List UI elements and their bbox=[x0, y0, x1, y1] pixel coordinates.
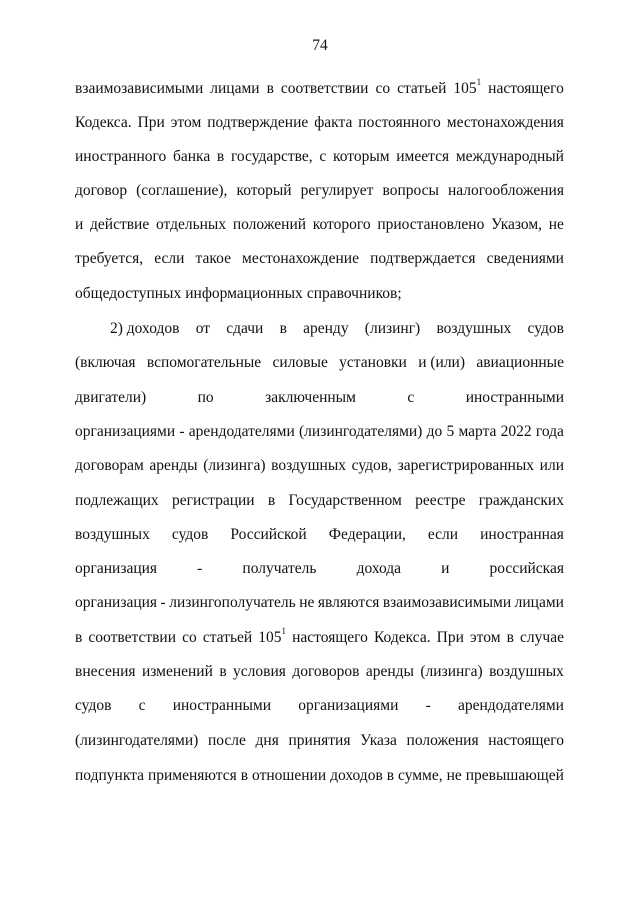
text-line bbox=[75, 525, 564, 545]
word: 5 bbox=[446, 423, 455, 440]
word: силовые bbox=[272, 354, 328, 371]
word: аренды bbox=[365, 663, 414, 680]
word: договорам bbox=[75, 457, 144, 474]
word: по bbox=[197, 389, 214, 406]
word: применяются bbox=[147, 767, 237, 784]
word: подтверждается bbox=[370, 250, 476, 267]
word: до bbox=[426, 423, 443, 440]
word: в bbox=[75, 629, 83, 646]
text-line bbox=[110, 319, 564, 339]
word: российская bbox=[489, 560, 564, 577]
word: - bbox=[197, 560, 203, 577]
word: с bbox=[138, 697, 146, 714]
word: государстве, bbox=[230, 148, 313, 165]
word: действие bbox=[90, 216, 150, 233]
word: Указа bbox=[360, 732, 397, 749]
word: воздушных bbox=[489, 663, 564, 680]
word: гражданских bbox=[478, 492, 564, 509]
word: в bbox=[267, 492, 276, 509]
word: настоящего bbox=[488, 80, 564, 97]
word: - bbox=[425, 697, 431, 714]
word: воздушных bbox=[75, 526, 150, 543]
word: аренды bbox=[149, 457, 198, 474]
word: организациями bbox=[298, 697, 399, 714]
text-line bbox=[75, 559, 564, 579]
word: налогообложения bbox=[447, 182, 564, 199]
word: При bbox=[137, 114, 165, 131]
word: судов bbox=[171, 526, 209, 543]
word: марта bbox=[458, 423, 497, 440]
text-line bbox=[75, 181, 564, 201]
word: и (или) bbox=[418, 354, 466, 371]
word: вспомогательные bbox=[146, 354, 262, 371]
word: международный bbox=[455, 148, 564, 165]
word: - bbox=[160, 594, 166, 611]
word: постоянного bbox=[358, 114, 441, 131]
word: в bbox=[219, 663, 227, 680]
word: подпункта bbox=[75, 767, 144, 784]
word: регистрации bbox=[171, 492, 255, 509]
word: зарегистрированных bbox=[397, 457, 535, 474]
word: в bbox=[266, 80, 274, 97]
word: лизингополучатель bbox=[169, 594, 296, 611]
word: отдельных bbox=[155, 216, 227, 233]
text-line bbox=[75, 215, 564, 235]
word: этом bbox=[470, 629, 501, 646]
word: изменений bbox=[141, 663, 213, 680]
word: аренду bbox=[303, 320, 349, 337]
text-line bbox=[75, 662, 564, 682]
text-line bbox=[75, 147, 564, 167]
word: не bbox=[446, 767, 462, 784]
word: лицами bbox=[210, 80, 260, 97]
word: года bbox=[535, 423, 564, 440]
word: заключенным bbox=[265, 389, 356, 406]
word: Кодекса. bbox=[75, 114, 132, 131]
word: доходов bbox=[330, 767, 383, 784]
word: в bbox=[216, 148, 225, 165]
text-line bbox=[75, 284, 564, 304]
word: договоров bbox=[292, 663, 360, 680]
word: арендодателями bbox=[457, 697, 564, 714]
word: судов bbox=[75, 697, 112, 714]
word: настоящего bbox=[292, 629, 368, 646]
word: организация bbox=[75, 560, 158, 577]
word: договор bbox=[75, 182, 128, 199]
word: лицами bbox=[514, 594, 564, 611]
word: этом bbox=[170, 114, 202, 131]
word: 2) доходов bbox=[110, 320, 180, 337]
word: местонахождения bbox=[446, 114, 564, 131]
word: дня bbox=[255, 732, 279, 749]
word: не bbox=[548, 216, 564, 233]
word: соответствии bbox=[88, 629, 177, 646]
text-line bbox=[75, 422, 564, 442]
word: которого bbox=[312, 216, 371, 233]
word: требуется, bbox=[75, 250, 144, 267]
word: или bbox=[539, 457, 564, 474]
word: - bbox=[179, 423, 185, 440]
word: и bbox=[75, 216, 84, 233]
word: справочников; bbox=[306, 285, 402, 302]
text-line bbox=[75, 593, 564, 613]
word: с bbox=[407, 389, 415, 406]
word: вопросы bbox=[382, 182, 439, 199]
text-line bbox=[75, 766, 564, 786]
word: двигатели) bbox=[75, 389, 147, 406]
word: При bbox=[436, 629, 464, 646]
word: случае bbox=[520, 629, 564, 646]
word: если bbox=[427, 526, 459, 543]
word: который bbox=[236, 182, 292, 199]
word: факта bbox=[314, 114, 353, 131]
word: имеется bbox=[396, 148, 450, 165]
word: авиационные bbox=[476, 354, 564, 371]
word: 2022 bbox=[500, 423, 532, 440]
text-line bbox=[75, 249, 564, 269]
word: общедоступных bbox=[75, 285, 182, 302]
text-line bbox=[75, 625, 564, 648]
word: судов, bbox=[351, 457, 392, 474]
word: (лизинга) bbox=[420, 663, 483, 680]
text-line bbox=[75, 353, 564, 373]
word: с bbox=[319, 148, 327, 165]
word: внесения bbox=[75, 663, 136, 680]
text-line bbox=[75, 113, 564, 133]
word: и bbox=[441, 560, 450, 577]
word: в bbox=[386, 767, 395, 784]
word: в bbox=[279, 320, 287, 337]
word: после bbox=[207, 732, 246, 749]
word: сумме, bbox=[398, 767, 443, 784]
word: подлежащих bbox=[75, 492, 159, 509]
word: дохода bbox=[356, 560, 402, 577]
word: реестре bbox=[415, 492, 466, 509]
word: Указом, bbox=[491, 216, 543, 233]
word: такое bbox=[195, 250, 231, 267]
word: в bbox=[240, 767, 249, 784]
word: Российской bbox=[230, 526, 307, 543]
word: информационных bbox=[185, 285, 303, 302]
word: организация bbox=[75, 594, 158, 611]
word: статьей bbox=[202, 629, 253, 646]
word: положения bbox=[406, 732, 479, 749]
word: сведениями bbox=[486, 250, 564, 267]
word: иностранными bbox=[172, 697, 272, 714]
word: судов bbox=[527, 320, 564, 337]
text-line bbox=[75, 696, 564, 716]
page-number: 74 bbox=[312, 37, 328, 54]
word: (лизинг) bbox=[364, 320, 421, 337]
word: Кодекса. bbox=[373, 629, 431, 646]
word: (лизинга) bbox=[203, 457, 266, 474]
word: воздушных bbox=[271, 457, 346, 474]
word: (включая bbox=[75, 354, 136, 371]
word: соответствии bbox=[280, 80, 369, 97]
word: в bbox=[506, 629, 514, 646]
word: (лизингодателями) bbox=[299, 423, 423, 440]
text-line bbox=[75, 388, 564, 408]
text-line bbox=[75, 731, 564, 751]
word: банка bbox=[172, 148, 211, 165]
text-line bbox=[75, 491, 564, 511]
word: иностранного bbox=[75, 148, 167, 165]
word: сдачи bbox=[226, 320, 264, 337]
word: настоящего bbox=[488, 732, 564, 749]
word: Государственном bbox=[288, 492, 402, 509]
word: если bbox=[154, 250, 185, 267]
word: статьей bbox=[397, 80, 447, 97]
word: получатель bbox=[242, 560, 317, 577]
word: арендодателями bbox=[188, 423, 295, 440]
word: иностранными bbox=[465, 389, 564, 406]
word: не bbox=[299, 594, 315, 611]
word: которым bbox=[332, 148, 390, 165]
word: отношении bbox=[252, 767, 327, 784]
word: (лизингодателями) bbox=[75, 732, 199, 749]
word: установки bbox=[339, 354, 407, 371]
word: $105^1$ bbox=[453, 76, 482, 97]
word: воздушных bbox=[436, 320, 512, 337]
word: (соглашение), bbox=[136, 182, 228, 199]
word: со bbox=[182, 629, 197, 646]
word: положений bbox=[232, 216, 307, 233]
word: со bbox=[375, 80, 391, 97]
word: принятия bbox=[288, 732, 351, 749]
word: $105^1$ bbox=[258, 625, 287, 646]
word: взаимозависимыми bbox=[382, 594, 512, 611]
word: организациями bbox=[75, 423, 176, 440]
word: подтверждение bbox=[207, 114, 309, 131]
word: условия bbox=[233, 663, 286, 680]
word: взаимозависимыми bbox=[75, 80, 204, 97]
word: от bbox=[195, 320, 211, 337]
text-line bbox=[75, 456, 564, 476]
word: превышающей bbox=[465, 767, 564, 784]
word: являются bbox=[317, 594, 380, 611]
word: регулирует bbox=[300, 182, 374, 199]
word: Федерации, bbox=[328, 526, 406, 543]
word: местонахождение bbox=[242, 250, 359, 267]
word: иностранная bbox=[480, 526, 564, 543]
word: приостановлено bbox=[377, 216, 485, 233]
text-line bbox=[75, 76, 564, 99]
